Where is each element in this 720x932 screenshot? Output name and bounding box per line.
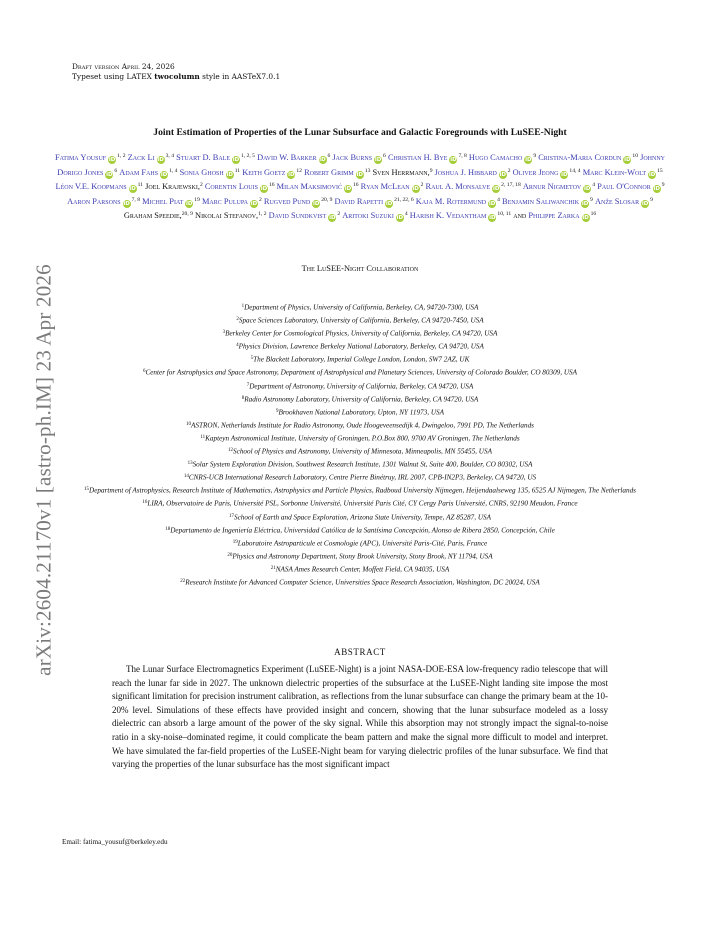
author-name[interactable]: Jack Burns [332, 153, 373, 162]
orcid-icon[interactable]: iD [581, 200, 589, 207]
author-entry [528, 211, 596, 220]
author-name[interactable]: Paul O'Connor [597, 182, 651, 192]
draft-version-line [72, 62, 280, 72]
affiliation-number: 5 [250, 356, 254, 362]
author-affiliation-marks: 9 [590, 196, 593, 203]
affiliation-entry [60, 445, 660, 458]
affiliation-text: ASTRON, Netherlands Institute for Radio Astronomy, Oude Hoogeveensedijk 4, Dwingeloo, 7991 PD, The Netherlands [191, 421, 534, 430]
author-name[interactable]: Cristina-Maria Cordun [538, 153, 622, 162]
orcid-icon[interactable]: iD [488, 200, 496, 207]
affiliation-entry [60, 576, 660, 589]
author-entry [67, 197, 140, 206]
author-affiliation-marks: 1, 2 [117, 153, 126, 159]
affiliation-entry [60, 406, 660, 419]
orcid-icon[interactable]: iD [525, 157, 532, 163]
author-entry [55, 153, 126, 162]
orcid-icon[interactable]: iD [129, 186, 136, 193]
orcid-icon[interactable]: iD [344, 186, 352, 193]
author-entry [257, 153, 330, 162]
collaboration-name: The LuSEE-Night Collaboration [301, 264, 419, 273]
affiliation-number: 20 [227, 552, 233, 558]
and-conjunction: and [511, 211, 529, 221]
latex-logo: LATEX [126, 72, 152, 81]
affiliation-text: Laboratoire Astroparticule et Cosmologie (APC), Université Paris-Cité, Paris, France [237, 539, 488, 548]
author-name[interactable]: Joshua J. Hibbard [434, 167, 497, 177]
affiliation-number: 1 [241, 304, 245, 309]
author-affiliation-marks: 14, 4 [569, 167, 581, 174]
affiliation-text: Physics and Astronomy Department, Stony Brook University, Stony Brook, NY 11794, USA [232, 552, 493, 561]
author-entry [523, 182, 595, 191]
paper-title: Joint Estimation of Properties of the Lunar Subsurface and Galactic Foregrounds with LuSEE-Night [153, 127, 567, 138]
draft-prefix: Draft version [72, 62, 120, 71]
affiliation-entry [60, 419, 660, 432]
affiliation-number: 8 [241, 395, 245, 401]
author-affiliation-marks: 2 [258, 196, 262, 203]
affiliation-text: School of Earth and Space Exploration, Arizona State University, Tempe, AZ 85287, USA [233, 513, 491, 521]
orcid-icon[interactable]: iD [106, 171, 113, 178]
author-name[interactable]: Michel Piat [142, 196, 184, 206]
typeset-suffix: style in AASTeX7.0.1 [199, 72, 281, 81]
author-name[interactable]: David Rapetti [334, 196, 384, 206]
author-name[interactable]: Robert Grimm [304, 167, 354, 177]
author-name[interactable]: Marc Klein-Wolt [582, 167, 647, 177]
author-entry [195, 211, 267, 220]
author-affiliation-marks: 6 [383, 153, 386, 159]
author-affiliation-marks: 2 [337, 211, 341, 218]
author-name[interactable]: Aaron Parsons [67, 196, 121, 206]
author-entry [332, 153, 385, 162]
affiliation-entry [60, 497, 660, 510]
author-name[interactable]: Oliver Jeong [512, 167, 559, 177]
orcid-icon[interactable]: iD [561, 171, 568, 178]
orcid-icon[interactable]: iD [499, 171, 506, 178]
author-name: Joel Krajewski, [145, 182, 200, 192]
orcid-icon[interactable]: iD [582, 215, 589, 222]
orcid-icon[interactable]: iD [260, 186, 268, 193]
author-name: Nikolai Stefanov, [195, 211, 259, 221]
author-entry [145, 182, 203, 191]
affiliation-entry [60, 563, 660, 576]
author-name[interactable]: Keith Goetz [242, 167, 286, 177]
affiliation-number: 2 [236, 317, 239, 323]
author-affiliation-marks: 15 [657, 167, 663, 174]
affiliation-number: 21 [270, 565, 276, 571]
affiliation-number: 3 [222, 330, 226, 336]
orcid-icon[interactable]: iD [226, 171, 233, 178]
orcid-icon[interactable]: iD [374, 157, 382, 163]
affiliation-number: 11 [200, 434, 206, 440]
author-entry [124, 211, 193, 220]
affiliation-number: 15 [84, 487, 90, 493]
author-name[interactable]: Marc Pulupa [201, 196, 248, 206]
affiliation-number: 10 [186, 421, 191, 427]
author-entry [55, 182, 143, 191]
author-name[interactable]: Kaja M. Rotermund [415, 196, 487, 206]
affiliation-entry [60, 484, 660, 497]
affiliation-entry [60, 458, 660, 471]
author-entry [269, 211, 341, 220]
typeset-prefix: Typeset using [72, 72, 127, 81]
affiliation-number: 14 [183, 474, 189, 480]
author-affiliation-marks: 16 [352, 182, 359, 189]
affiliation-number: 19 [232, 539, 238, 545]
orcid-icon[interactable]: iD [624, 157, 631, 163]
author-name[interactable]: Raul A. Monsalve [425, 182, 491, 192]
affiliation-entry [60, 327, 660, 340]
orcid-icon[interactable]: iD [186, 200, 193, 207]
affiliation-text: NASA Ames Research Center, Moffett Field, CA 94035, USA [275, 565, 450, 574]
affiliation-entry [60, 393, 660, 406]
affiliation-text: The Blackett Laboratory, Imperial College London, London, SW7 2AZ, UK [253, 355, 470, 364]
author-affiliation-marks: 6 [114, 167, 118, 174]
affiliation-text: Research Institute for Advanced Computer Science, Universities Space Research Association, Washington, DC 20024, USA [185, 578, 540, 587]
affiliation-entry [60, 524, 660, 537]
author-entry [361, 182, 424, 191]
author-name[interactable]: Milan Maksimović [276, 182, 342, 192]
abstract-heading: ABSTRACT [334, 647, 386, 657]
author-name[interactable]: Anže Slosar [594, 196, 640, 206]
affiliation-text: School of Physics and Astronomy, University of Minnesota, Minneapolis, MN 55455, USA [233, 447, 492, 456]
author-name[interactable]: Fatima Yousuf [54, 153, 107, 162]
draft-header [72, 62, 280, 82]
affiliation-number: 12 [228, 448, 234, 454]
affiliation-number: 13 [187, 461, 193, 467]
author-name[interactable]: Johnny Dorigo Jones [57, 153, 666, 177]
author-affiliation-marks: 10, 11 [497, 211, 512, 218]
author-name[interactable]: Léon V.E. Koopmans [55, 182, 127, 192]
author-affiliation-marks: 2 [199, 182, 203, 189]
author-affiliation-marks: 16 [590, 211, 597, 218]
author-affiliation-marks: 4 [592, 182, 596, 189]
author-affiliation-marks: 21, 22, 6 [394, 196, 414, 203]
author-entry [435, 168, 511, 177]
affiliation-text: Radio Astronomy Laboratory, University of California, Berkeley, CA 94720, USA [244, 395, 479, 404]
author-entry [502, 197, 593, 206]
draft-date: April 24, 2026 [121, 62, 175, 71]
orcid-icon[interactable]: iD [250, 200, 258, 207]
author-entry [205, 182, 275, 191]
affiliation-entry [60, 550, 660, 563]
author-entry [597, 182, 664, 191]
affiliation-entry [60, 537, 660, 550]
orcid-icon[interactable]: iD [584, 186, 591, 193]
corresponding-email: Email: fatima_yousuf@berkeley.edu [62, 838, 168, 846]
affiliation-entry [60, 432, 660, 445]
orcid-icon[interactable]: iD [396, 215, 404, 222]
affiliation-number: 6 [142, 369, 146, 375]
author-entry [128, 153, 174, 162]
author-affiliation-marks: 11 [137, 182, 144, 189]
author-affiliation-marks: 12 [296, 167, 302, 174]
affiliation-entry [60, 380, 660, 393]
author-affiliation-marks: 7, 8 [458, 153, 467, 159]
author-entry [513, 168, 581, 177]
orcid-icon[interactable]: iD [329, 215, 336, 222]
author-name[interactable]: Adam Fahs [119, 167, 159, 177]
typeset-style: twocolumn [154, 72, 200, 81]
author-name[interactable]: Corentin Louis [204, 182, 258, 192]
author-name[interactable]: Harish K. Vedantham [409, 211, 487, 221]
affiliation-text: Center for Astrophysics and Space Astronomy, Department of Astrophysical and Planetary Sciences, University of Colorado Boulder, CO 80309, USA [145, 368, 578, 377]
author-affiliation-marks: 7, 8 [131, 196, 140, 203]
affiliation-entry [60, 366, 660, 379]
affiliation-number: 18 [165, 526, 171, 532]
author-name[interactable]: Philippe Zarka [528, 211, 580, 221]
author-entry [180, 168, 241, 177]
affiliation-entry [60, 511, 660, 524]
affiliation-entry [60, 340, 660, 353]
author-entry [595, 197, 653, 206]
author-entry [416, 197, 500, 206]
author-name: Graham Speedie, [123, 211, 182, 221]
affiliation-text: Brookhaven National Laboratory, Upton, NY 11973, USA [278, 408, 444, 417]
author-affiliation-marks: 2, 17, 18 [501, 182, 521, 189]
author-affiliation-marks: 4 [497, 196, 500, 203]
orcid-icon[interactable]: iD [492, 186, 500, 193]
author-name[interactable]: Ryan McLean [360, 182, 410, 192]
orcid-icon[interactable]: iD [319, 157, 326, 163]
author-affiliation-marks: 13 [364, 167, 371, 174]
affiliation-text: Department of Astrophysics, Research Institute of Mathematics, Astrophysics and Particle Physics, Radboud University Nijmegen, Heijendaalseweg 135, 6525 AJ Nijmegen, The Netherlands [89, 486, 636, 495]
author-entry [142, 197, 200, 206]
author-entry [425, 182, 520, 191]
author-entry [583, 168, 663, 177]
author-affiliation-marks: 1, 4 [169, 167, 178, 174]
author-entry [334, 197, 413, 206]
orcid-icon[interactable]: iD [385, 200, 393, 207]
affiliation-number: 9 [275, 408, 279, 414]
arxiv-sidebar-stamp [31, 250, 56, 690]
orcid-icon[interactable]: iD [108, 157, 116, 163]
author-affiliation-marks: 9 [429, 167, 433, 174]
author-entry [119, 168, 177, 177]
author-affiliation-marks: 2 [507, 167, 511, 174]
author-entry [202, 197, 262, 206]
affiliation-text: Berkeley Center for Cosmological Physics, University of California, Berkeley, CA 94720, USA [225, 329, 498, 338]
affiliation-text: CNRS-UCB International Research Laboratory, Centre Pierre Binétruy, IRL 2007, CPB-IN2P3, Berkeley, CA 94720, US [188, 473, 537, 482]
orcid-icon[interactable]: iD [641, 200, 649, 207]
author-entry [538, 153, 638, 162]
affiliation-text: Solar System Exploration Division, Southwest Research Institute, 1301 Walnut St, Suite 400, Boulder, CO 80302, USA [192, 460, 533, 469]
typeset-line [72, 72, 280, 82]
author-entry [277, 182, 359, 191]
orcid-icon[interactable]: iD [489, 215, 496, 222]
author-affiliation-marks: 9 [650, 196, 653, 203]
affiliation-text: Department of Physics, University of California, Berkeley, CA, 94720-7300, USA [244, 303, 479, 312]
author-affiliation-marks: 9 [661, 182, 665, 189]
orcid-icon[interactable]: iD [160, 171, 168, 178]
orcid-icon[interactable]: iD [412, 186, 419, 193]
author-name[interactable]: Hugo Camacho [468, 153, 523, 162]
author-name[interactable]: Rugved Pund [263, 196, 311, 206]
orcid-icon[interactable]: iD [653, 186, 660, 193]
arxiv-identifier: arXiv:2604.21170v1 [astro-ph.IM] 23 Apr 2026 [31, 264, 56, 676]
affiliation-entry [60, 353, 660, 366]
affiliation-text: Departamento de Ingeniería Eléctrica, Universidad Católica de la Santísima Concepción, Alonso de Ribera 2850, Concepción, Chile [170, 526, 555, 535]
author-entry [410, 211, 511, 220]
orcid-icon[interactable]: iD [288, 171, 295, 178]
author-affiliation-marks: 9 [533, 153, 537, 159]
author-entry [388, 153, 467, 162]
author-entry [264, 197, 333, 206]
author-name[interactable]: Zack Li [127, 153, 155, 162]
affiliation-text: Kapteyn Astronomical Institute, University of Groningen, P.O.Box 800, 9700 AV Groningen, The Netherlands [205, 434, 520, 443]
author-affiliation-marks: 20, 9 [181, 211, 193, 218]
author-list [52, 150, 668, 223]
author-name[interactable]: Stuart D. Bale [176, 153, 230, 162]
orcid-icon[interactable]: iD [123, 200, 130, 207]
affiliation-list [60, 301, 660, 589]
affiliation-number: 16 [142, 500, 148, 506]
affiliation-number: 4 [236, 343, 239, 349]
author-name[interactable]: David Sundkvist [268, 211, 327, 221]
author-affiliation-marks: 16 [268, 182, 275, 189]
affiliation-text: LIRA, Observatoire de Paris, Université PSL, Sorbonne Université, Université Paris Cité, CY Cergy Paris Université, CNRS, 92190 Meudon, France [147, 499, 578, 508]
author-name[interactable]: David W. Barker [257, 153, 317, 162]
orcid-icon[interactable]: iD [157, 157, 164, 163]
author-affiliation-marks: 4 [404, 211, 408, 218]
author-affiliation-marks: 11 [234, 167, 241, 174]
author-name[interactable]: Arnur Nigmetov [522, 182, 582, 192]
author-affiliation-marks: 19 [194, 196, 200, 203]
orcid-icon[interactable]: iD [450, 157, 457, 163]
author-name[interactable]: Christian H. Bye [387, 153, 448, 162]
author-entry [176, 153, 255, 162]
affiliation-number: 7 [246, 382, 250, 388]
abstract-text: The Lunar Surface Electromagnetics Experiment (LuSEE-Night) is a joint NASA-DOE-ESA low-frequency radio telescope that will reach the lunar far side in 2027. The unknown dielectric properties of the subsurface at the LuSEE-Night landing site impose the most significant limitation for precision instrument calibration, as reflections from the lunar subsurface can change the primary beam at the 10-20% level. Simulations of these effects have provided insight and concern, showing that the lunar subsurface modeled as a lossy dielectric can absorb a large amount of the power of the sky signal. While this absorption may not strongly impact the signal-to-noise ratio in a sky-noise–dominated regime, it could complicate the beam pattern and make the signal more difficult to model and interpret. We have simulated the far-field properties of the LuSEE-Night beam for varying dielectric profiles of the lunar subsurface. We find that varying the properties of the lunar subsurface has the most significant impact [112, 664, 608, 770]
author-affiliation-marks: 20, 9 [321, 196, 333, 203]
author-entry [372, 168, 432, 177]
author-affiliation-marks: 1, 2 [258, 211, 267, 218]
affiliation-entry [60, 471, 660, 484]
orcid-icon[interactable]: iD [356, 171, 363, 178]
author-affiliation-marks: 10 [632, 153, 638, 159]
author-name[interactable]: Aritoki Suzuki [342, 211, 394, 221]
author-entry [304, 168, 370, 177]
affiliation-number: 17 [228, 513, 234, 519]
affiliation-entry [60, 314, 660, 327]
author-affiliation-marks: 2 [420, 182, 424, 189]
author-affiliation-marks: 3, 4 [165, 153, 175, 159]
affiliation-text: Space Sciences Laboratory, University of California, Berkeley, CA 94720-7450, USA [238, 316, 484, 325]
orcid-icon[interactable]: iD [312, 200, 320, 207]
affiliation-text: Department of Astronomy, University of California, Berkeley, CA 94720, USA [249, 382, 474, 391]
author-affiliation-marks: 1, 2, 5 [240, 153, 255, 159]
orcid-icon[interactable]: iD [648, 171, 656, 178]
author-entry [242, 168, 302, 177]
author-name[interactable]: Benjamin Saliwanchik [502, 196, 580, 206]
affiliation-entry [60, 301, 660, 314]
author-entry [469, 153, 536, 162]
author-name[interactable]: Sonia Ghosh [179, 167, 224, 177]
author-affiliation-marks: 6 [327, 153, 331, 159]
author-name: Sven Herrmann, [372, 167, 430, 177]
affiliation-number: 22 [180, 578, 186, 584]
author-entry [342, 211, 407, 220]
affiliation-text: Physics Division, Lawrence Berkeley National Laboratory, Berkeley, CA 94720, USA [238, 342, 484, 351]
orcid-icon[interactable]: iD [232, 157, 240, 163]
